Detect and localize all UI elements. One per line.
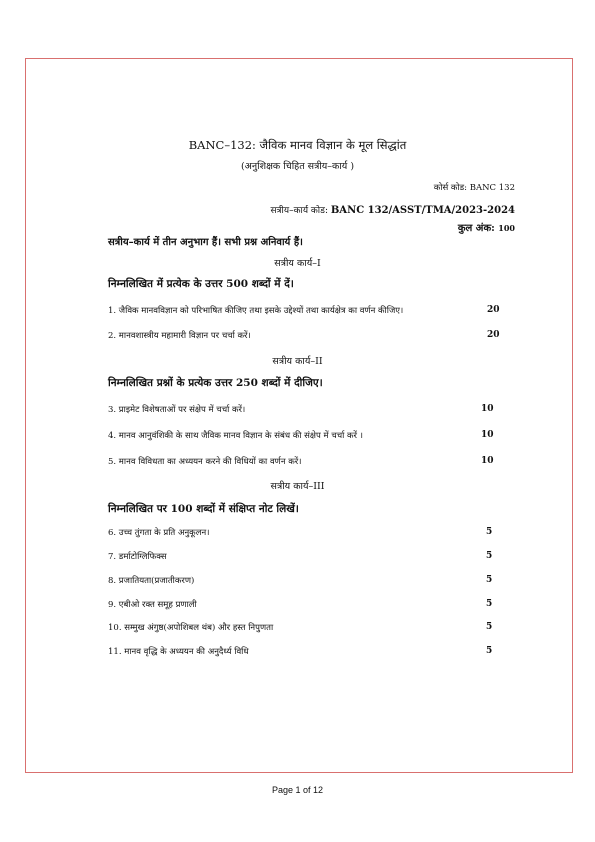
course-code: कोर्स कोड: BANC 132	[433, 183, 515, 193]
page-number: Page 1 of 12	[271, 785, 324, 795]
section-3-instruction: निम्नलिखित पर 100 शब्दों में संक्षिप्त नोट लिखें।	[108, 503, 299, 515]
question-1-marks: 20	[487, 305, 500, 315]
total-marks-label: कुल अंक:	[457, 223, 499, 234]
question-10-marks: 5	[486, 622, 493, 632]
question-11-marks: 5	[486, 646, 493, 656]
assignment-code-value: BANC 132/ASST/TMA/2023-2024	[330, 205, 515, 216]
question-5: 5. मानव विविधता का अध्ययन करने की विधियों का वर्णन करें।	[108, 457, 302, 467]
assignment-code-label: सत्रीय–कार्य कोड:	[270, 206, 331, 216]
question-9: 9. एबीओ रक्त समूह प्रणाली	[108, 600, 197, 610]
question-5-marks: 10	[481, 456, 494, 466]
section-2-instruction: निम्नलिखित प्रश्नों के प्रत्येक उत्तर 250 शब्दों में दीजिए।	[108, 377, 323, 389]
question-3: 3. प्राइमेट विशेषताओं पर संक्षेप में चर्चा करें।	[108, 405, 246, 415]
question-10: 10. सम्मुख अंगुष्ठ(अपोशिबल थंब) और हस्त निपुणता	[108, 623, 274, 633]
section-1-instruction: निम्नलिखित में प्रत्येक के उत्तर 500 शब्दों में दें।	[108, 278, 294, 290]
question-7: 7. डर्माटोग्लिफिक्स	[108, 552, 167, 562]
assignment-code	[270, 203, 515, 216]
question-4: 4. मानव आनुवंशिकी के साथ जैविक मानव विज्ञान के संबंध की संक्षेप में चर्चा करें ।	[108, 431, 363, 441]
question-8-marks: 5	[486, 575, 493, 585]
question-11: 11. मानव वृद्धि के अध्ययन की अनुदैर्ध्य विधि	[108, 647, 249, 657]
general-instruction: सत्रीय–कार्य में तीन अनुभाग हैं। सभी प्रश्न अनिवार्य हैं।	[108, 237, 303, 248]
total-marks	[458, 220, 515, 234]
total-marks-value: 100	[498, 223, 515, 233]
question-7-marks: 5	[486, 551, 493, 561]
question-6: 6. उच्च तुंगता के प्रति अनुकूलन।	[108, 528, 210, 538]
course-subtitle: (अनुशिक्षक चिहित सत्रीय–कार्य )	[240, 161, 355, 172]
section-2-title: सत्रीय कार्य–II	[272, 356, 323, 367]
question-6-marks: 5	[486, 527, 493, 537]
question-2: 2. मानवशास्त्रीय महामारी विज्ञान पर चर्चा करें।	[108, 331, 251, 341]
course-title: BANC–132: जैविक मानव विज्ञान के मूल सिद्धांत	[188, 138, 407, 152]
section-3-title: सत्रीय कार्य–III	[270, 481, 325, 492]
question-2-marks: 20	[487, 330, 500, 340]
question-4-marks: 10	[481, 430, 494, 440]
question-3-marks: 10	[481, 404, 494, 414]
section-1-title: सत्रीय कार्य–I	[274, 258, 321, 269]
question-8: 8. प्रजातियता(प्रजातीकरण)	[108, 576, 195, 586]
question-1: 1. जैविक मानवविज्ञान को परिभाषित कीजिए तथा इसके उद्देश्यों तथा कार्यक्षेत्र का वर्णन कीजिए।	[108, 306, 404, 316]
question-9-marks: 5	[486, 599, 493, 609]
